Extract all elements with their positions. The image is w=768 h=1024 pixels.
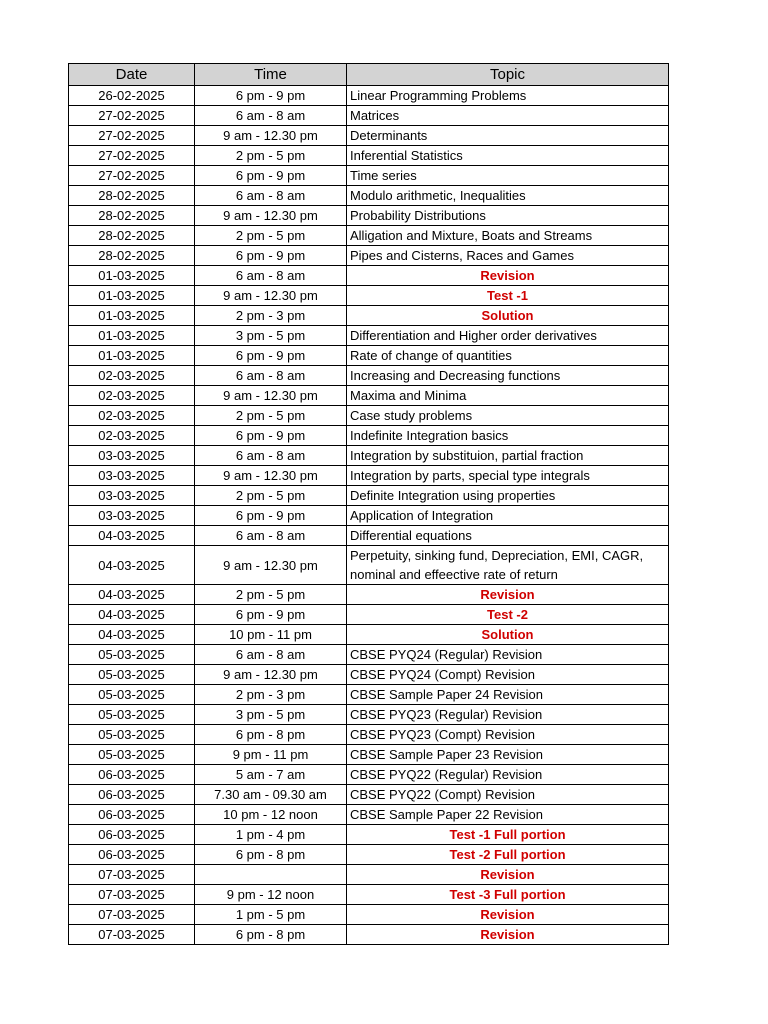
time-cell: 6 am - 8 am <box>195 186 347 206</box>
time-cell: 6 am - 8 am <box>195 526 347 546</box>
table-row <box>69 106 669 126</box>
date-cell: 03-03-2025 <box>69 486 195 506</box>
date-cell: 02-03-2025 <box>69 386 195 406</box>
header-topic: Topic <box>347 64 669 86</box>
date-cell: 28-02-2025 <box>69 226 195 246</box>
time-cell: 2 pm - 3 pm <box>195 685 347 705</box>
table-row <box>69 625 669 645</box>
table-row <box>69 486 669 506</box>
table-row <box>69 725 669 745</box>
table-row <box>69 506 669 526</box>
date-cell: 01-03-2025 <box>69 286 195 306</box>
date-cell: 05-03-2025 <box>69 705 195 725</box>
date-cell: 28-02-2025 <box>69 206 195 226</box>
time-cell: 6 pm - 8 pm <box>195 925 347 945</box>
table-row <box>69 466 669 486</box>
topic-cell: Revision <box>347 266 669 286</box>
table-row <box>69 546 669 585</box>
table-row <box>69 226 669 246</box>
table-body <box>69 86 669 945</box>
date-cell: 05-03-2025 <box>69 665 195 685</box>
date-cell: 07-03-2025 <box>69 885 195 905</box>
date-cell: 04-03-2025 <box>69 546 195 585</box>
time-cell: 2 pm - 5 pm <box>195 585 347 605</box>
table-row <box>69 685 669 705</box>
table-row <box>69 386 669 406</box>
table-row <box>69 266 669 286</box>
date-cell: 06-03-2025 <box>69 805 195 825</box>
topic-cell: Maxima and Minima <box>347 386 669 406</box>
time-cell: 6 am - 8 am <box>195 106 347 126</box>
date-cell: 27-02-2025 <box>69 146 195 166</box>
topic-cell: CBSE PYQ23 (Compt) Revision <box>347 725 669 745</box>
topic-cell: Inferential Statistics <box>347 146 669 166</box>
date-cell: 06-03-2025 <box>69 765 195 785</box>
date-cell: 27-02-2025 <box>69 126 195 146</box>
table-row <box>69 805 669 825</box>
date-cell: 05-03-2025 <box>69 645 195 665</box>
table-row <box>69 765 669 785</box>
topic-cell: Test -2 <box>347 605 669 625</box>
table-row <box>69 246 669 266</box>
topic-cell: Application of Integration <box>347 506 669 526</box>
time-cell: 6 pm - 9 pm <box>195 86 347 106</box>
table-row <box>69 86 669 106</box>
time-cell: 6 pm - 9 pm <box>195 605 347 625</box>
date-cell: 04-03-2025 <box>69 625 195 645</box>
date-cell: 27-02-2025 <box>69 166 195 186</box>
date-cell: 01-03-2025 <box>69 346 195 366</box>
date-cell: 01-03-2025 <box>69 266 195 286</box>
time-cell: 10 pm - 12 noon <box>195 805 347 825</box>
topic-cell: Linear Programming Problems <box>347 86 669 106</box>
time-cell: 3 pm - 5 pm <box>195 326 347 346</box>
time-cell: 2 pm - 5 pm <box>195 146 347 166</box>
time-cell: 7.30 am - 09.30 am <box>195 785 347 805</box>
time-cell: 1 pm - 5 pm <box>195 905 347 925</box>
table-row <box>69 446 669 466</box>
time-cell: 6 am - 8 am <box>195 266 347 286</box>
topic-cell: CBSE PYQ22 (Regular) Revision <box>347 765 669 785</box>
topic-cell: Definite Integration using properties <box>347 486 669 506</box>
topic-cell: Solution <box>347 625 669 645</box>
table-row <box>69 166 669 186</box>
table-row <box>69 785 669 805</box>
time-cell: 6 pm - 8 pm <box>195 845 347 865</box>
date-cell: 02-03-2025 <box>69 426 195 446</box>
time-cell: 2 pm - 5 pm <box>195 406 347 426</box>
topic-cell: Test -2 Full portion <box>347 845 669 865</box>
date-cell: 05-03-2025 <box>69 745 195 765</box>
topic-cell: CBSE PYQ23 (Regular) Revision <box>347 705 669 725</box>
time-cell: 9 am - 12.30 pm <box>195 546 347 585</box>
table-row <box>69 126 669 146</box>
topic-cell: Integration by parts, special type integrals <box>347 466 669 486</box>
time-cell: 6 pm - 9 pm <box>195 346 347 366</box>
time-cell: 6 pm - 9 pm <box>195 506 347 526</box>
table-row <box>69 885 669 905</box>
topic-cell: Revision <box>347 585 669 605</box>
header-row <box>69 64 669 86</box>
table-row <box>69 865 669 885</box>
topic-cell: Modulo arithmetic, Inequalities <box>347 186 669 206</box>
time-cell: 3 pm - 5 pm <box>195 705 347 725</box>
table-row <box>69 605 669 625</box>
date-cell: 02-03-2025 <box>69 366 195 386</box>
date-cell: 04-03-2025 <box>69 585 195 605</box>
date-cell: 02-03-2025 <box>69 406 195 426</box>
table-row <box>69 905 669 925</box>
date-cell: 28-02-2025 <box>69 186 195 206</box>
date-cell: 27-02-2025 <box>69 106 195 126</box>
topic-cell: CBSE PYQ24 (Regular) Revision <box>347 645 669 665</box>
date-cell: 04-03-2025 <box>69 526 195 546</box>
time-cell: 9 am - 12.30 pm <box>195 286 347 306</box>
date-cell: 07-03-2025 <box>69 905 195 925</box>
time-cell: 6 am - 8 am <box>195 366 347 386</box>
date-cell: 01-03-2025 <box>69 306 195 326</box>
date-cell: 28-02-2025 <box>69 246 195 266</box>
date-cell: 07-03-2025 <box>69 925 195 945</box>
topic-cell: Differential equations <box>347 526 669 546</box>
date-cell: 03-03-2025 <box>69 446 195 466</box>
topic-cell: Probability Distributions <box>347 206 669 226</box>
date-cell: 05-03-2025 <box>69 685 195 705</box>
table-row <box>69 406 669 426</box>
header-time: Time <box>195 64 347 86</box>
time-cell: 9 am - 12.30 pm <box>195 386 347 406</box>
time-cell <box>195 865 347 885</box>
topic-cell: CBSE Sample Paper 23 Revision <box>347 745 669 765</box>
table-row <box>69 306 669 326</box>
table-row <box>69 186 669 206</box>
topic-cell: CBSE PYQ24 (Compt) Revision <box>347 665 669 685</box>
table-row <box>69 286 669 306</box>
table-row <box>69 665 669 685</box>
date-cell: 26-02-2025 <box>69 86 195 106</box>
time-cell: 9 am - 12.30 pm <box>195 126 347 146</box>
topic-cell: Perpetuity, sinking fund, Depreciation, EMI, CAGR, nominal and effeective rate of return <box>347 546 669 585</box>
time-cell: 9 pm - 12 noon <box>195 885 347 905</box>
table-row <box>69 426 669 446</box>
table-row <box>69 585 669 605</box>
time-cell: 9 am - 12.30 pm <box>195 665 347 685</box>
table-row <box>69 825 669 845</box>
topic-cell: Matrices <box>347 106 669 126</box>
topic-cell: Alligation and Mixture, Boats and Streams <box>347 226 669 246</box>
date-cell: 03-03-2025 <box>69 506 195 526</box>
topic-cell: Solution <box>347 306 669 326</box>
topic-cell: Determinants <box>347 126 669 146</box>
topic-cell: CBSE PYQ22 (Compt) Revision <box>347 785 669 805</box>
topic-cell: Differentiation and Higher order derivatives <box>347 326 669 346</box>
topic-cell: Test -1 Full portion <box>347 825 669 845</box>
time-cell: 9 am - 12.30 pm <box>195 206 347 226</box>
date-cell: 06-03-2025 <box>69 785 195 805</box>
topic-cell: Revision <box>347 865 669 885</box>
time-cell: 9 pm - 11 pm <box>195 745 347 765</box>
time-cell: 2 pm - 3 pm <box>195 306 347 326</box>
header-date: Date <box>69 64 195 86</box>
date-cell: 07-03-2025 <box>69 865 195 885</box>
table-row <box>69 366 669 386</box>
table-row <box>69 645 669 665</box>
topic-cell: CBSE Sample Paper 22 Revision <box>347 805 669 825</box>
date-cell: 05-03-2025 <box>69 725 195 745</box>
date-cell: 06-03-2025 <box>69 845 195 865</box>
table-row <box>69 745 669 765</box>
time-cell: 6 am - 8 am <box>195 645 347 665</box>
date-cell: 04-03-2025 <box>69 605 195 625</box>
time-cell: 6 am - 8 am <box>195 446 347 466</box>
topic-cell: Test -1 <box>347 286 669 306</box>
time-cell: 6 pm - 9 pm <box>195 246 347 266</box>
topic-cell: Revision <box>347 905 669 925</box>
time-cell: 9 am - 12.30 pm <box>195 466 347 486</box>
table-row <box>69 146 669 166</box>
time-cell: 6 pm - 9 pm <box>195 426 347 446</box>
topic-cell: Rate of change of quantities <box>347 346 669 366</box>
topic-cell: Indefinite Integration basics <box>347 426 669 446</box>
time-cell: 6 pm - 8 pm <box>195 725 347 745</box>
topic-cell: Revision <box>347 925 669 945</box>
topic-cell: Time series <box>347 166 669 186</box>
time-cell: 6 pm - 9 pm <box>195 166 347 186</box>
topic-cell: Case study problems <box>347 406 669 426</box>
time-cell: 1 pm - 4 pm <box>195 825 347 845</box>
time-cell: 2 pm - 5 pm <box>195 486 347 506</box>
table-row <box>69 925 669 945</box>
date-cell: 01-03-2025 <box>69 326 195 346</box>
table-row <box>69 326 669 346</box>
table-row <box>69 845 669 865</box>
time-cell: 5 am - 7 am <box>195 765 347 785</box>
table-row <box>69 206 669 226</box>
table-row <box>69 346 669 366</box>
topic-cell: Increasing and Decreasing functions <box>347 366 669 386</box>
time-cell: 10 pm - 11 pm <box>195 625 347 645</box>
time-cell: 2 pm - 5 pm <box>195 226 347 246</box>
table-header <box>69 64 669 86</box>
topic-cell: Pipes and Cisterns, Races and Games <box>347 246 669 266</box>
table-row <box>69 526 669 546</box>
table-row <box>69 705 669 725</box>
date-cell: 03-03-2025 <box>69 466 195 486</box>
date-cell: 06-03-2025 <box>69 825 195 845</box>
topic-cell: Test -3 Full portion <box>347 885 669 905</box>
schedule-table <box>68 63 669 945</box>
topic-cell: CBSE Sample Paper 24 Revision <box>347 685 669 705</box>
topic-cell: Integration by substituion, partial fraction <box>347 446 669 466</box>
